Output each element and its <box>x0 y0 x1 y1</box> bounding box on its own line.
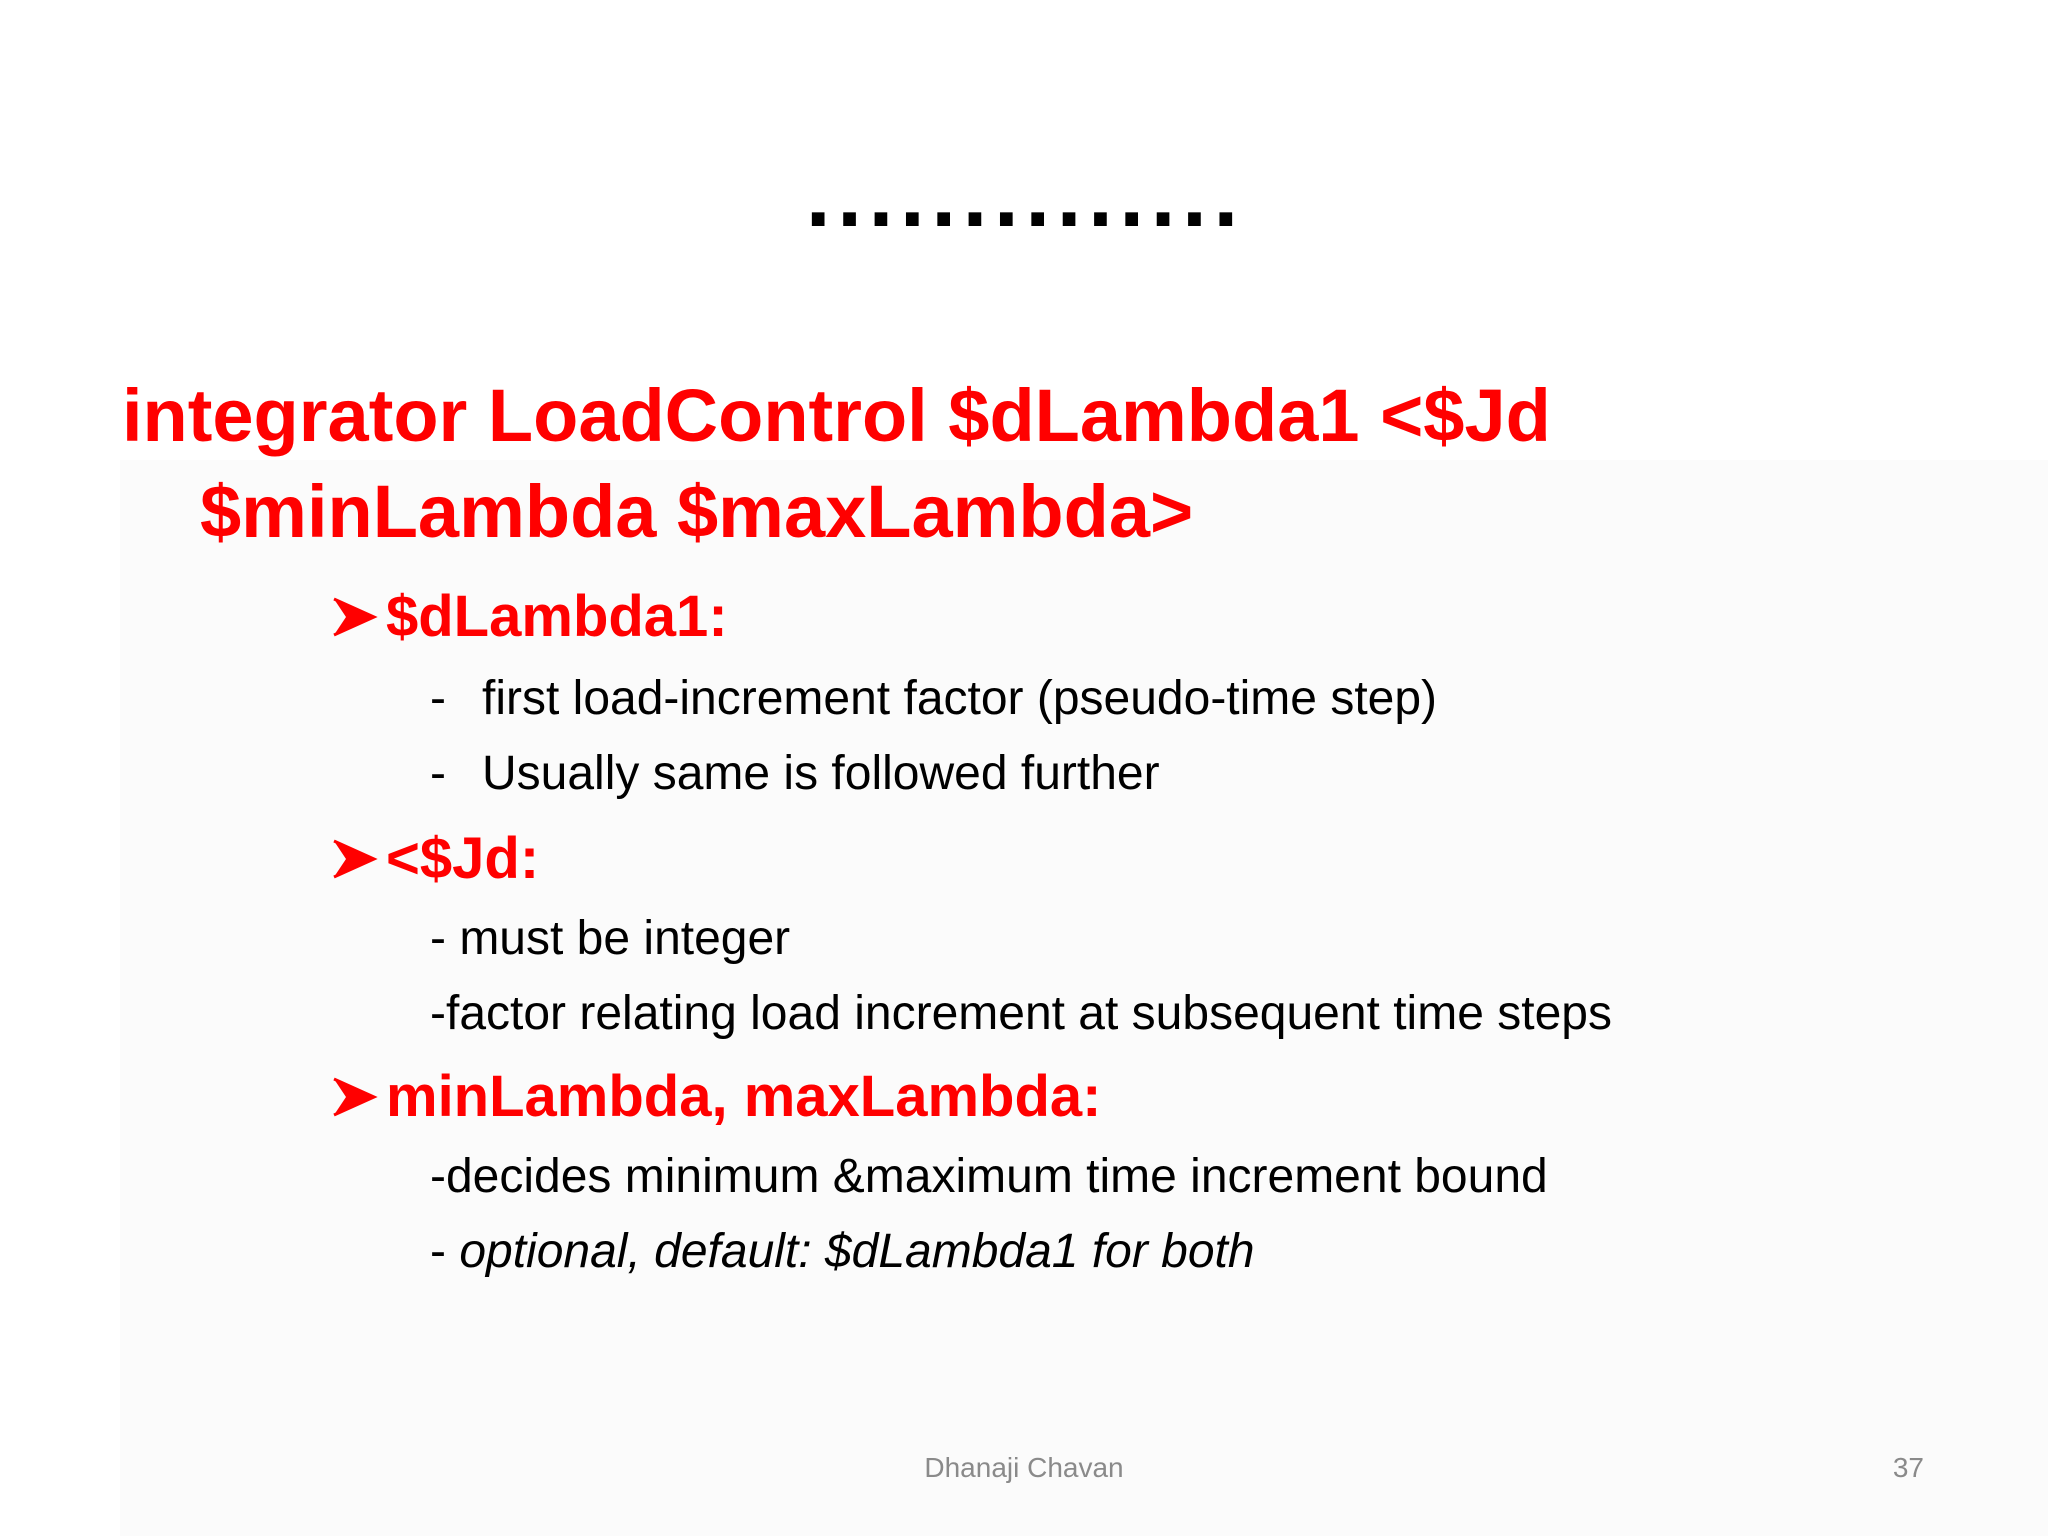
sub-item <box>430 1225 1255 1278</box>
bullet-jd <box>330 826 540 891</box>
command-heading-line-2: $minLambda $maxLambda> <box>200 470 1194 553</box>
sub-item-text: optional, default: $dLambda1 for both <box>459 1225 1255 1278</box>
slide-title: .............. <box>804 159 1244 243</box>
dash-marker: - <box>430 747 446 800</box>
bullet-label: $dLambda1: <box>386 584 728 649</box>
dash-marker: - <box>430 1225 460 1278</box>
bullet-label: <$Jd: <box>386 826 540 891</box>
bullet-min-max-lambda <box>330 1064 1102 1129</box>
sub-item <box>430 747 1160 800</box>
arrow-bullet-icon <box>330 1073 378 1121</box>
command-heading <box>122 368 2002 560</box>
bullet-dlambda1 <box>330 584 728 649</box>
dash-marker: - <box>430 672 446 725</box>
sub-item-text: Usually same is followed further <box>482 747 1160 800</box>
arrow-bullet-icon <box>330 593 378 641</box>
sub-item: - must be integer <box>430 912 791 965</box>
command-heading-line-1: integrator LoadControl $dLambda1 <$Jd <box>122 374 1551 457</box>
sub-item: -decides minimum &maximum time increment bound <box>430 1150 1548 1203</box>
slide-number: 37 <box>1892 1452 1924 1483</box>
arrow-bullet-icon <box>330 835 378 883</box>
sub-item: -factor relating load increment at subsequent time steps <box>430 987 1612 1040</box>
sub-item <box>430 672 1438 725</box>
footer-author: Dhanaji Chavan <box>924 1452 1124 1483</box>
sub-item-text: first load-increment factor (pseudo-time step) <box>482 672 1438 725</box>
bullet-label: minLambda, maxLambda: <box>386 1064 1102 1129</box>
